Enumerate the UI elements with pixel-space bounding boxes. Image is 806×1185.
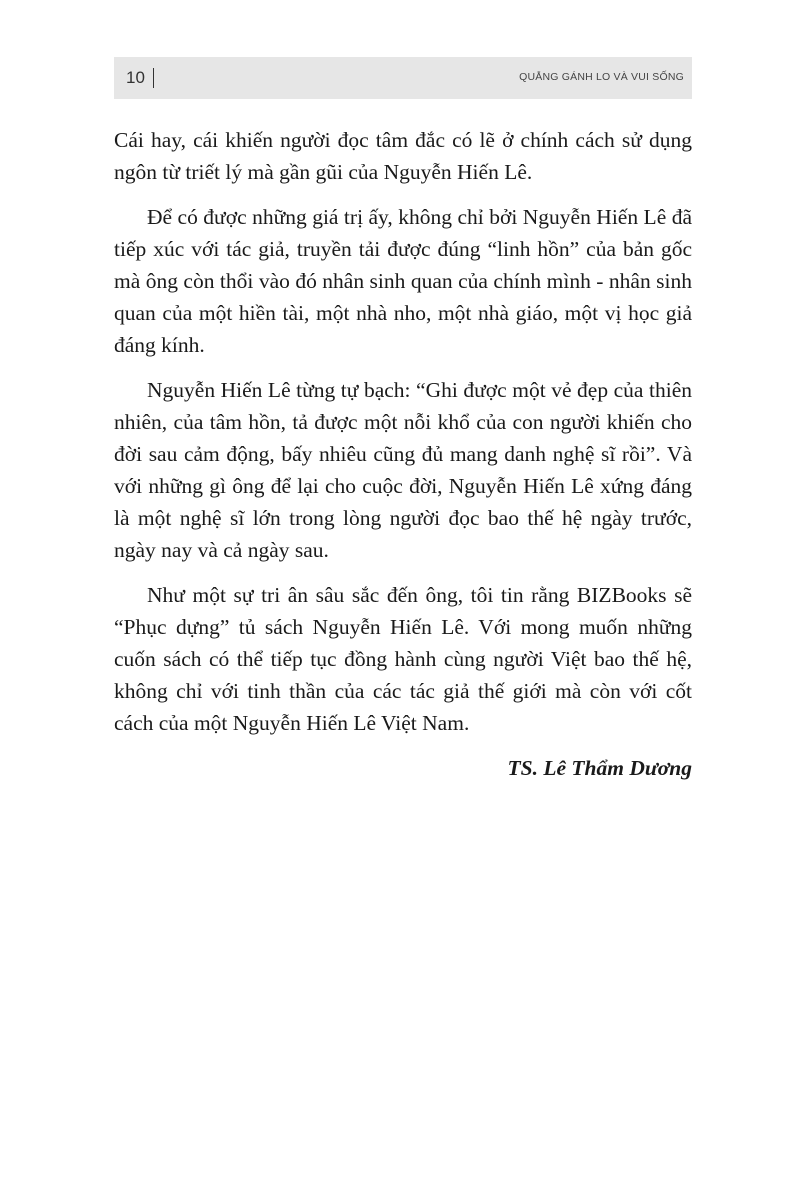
running-header [114, 57, 692, 99]
author-signature: TS. Lê Thẩm Dương [507, 756, 692, 780]
paragraph-3: Nguyễn Hiến Lê từng tự bạch: “Ghi được một vẻ đẹp của thiên nhiên, của tâm hồn, tả được một nỗi khổ của con người khiến cho đời sau cảm động, bấy nhiêu cũng đủ mang danh nghệ sĩ rồi”. Và với những gì ông để lại cho cuộc đời, Nguyễn Hiến Lê xứng đáng là một nghệ sĩ lớn trong lòng người đọc bao thế hệ ngày trước, ngày nay và cả ngày sau. [114, 378, 692, 562]
paragraph-4: Như một sự tri ân sâu sắc đến ông, tôi tin rằng BIZBooks sẽ “Phục dựng” tủ sách Nguyễn Hiến Lê. Với mong muốn những cuốn sách có thể tiếp tục đồng hành cùng người Việt bao thế hệ, không chỉ với tinh thần của các tác giả thế giới mà còn với cốt cách của một Nguyễn Hiến Lê Việt Nam. [114, 583, 692, 735]
page-body [114, 124, 692, 784]
header-divider [153, 68, 154, 88]
page-number: 10 [126, 68, 145, 87]
paragraph-2: Để có được những giá trị ấy, không chỉ bởi Nguyễn Hiến Lê đã tiếp xúc với tác giả, truyền tải được đúng “linh hồn” của bản gốc mà ông còn thổi vào đó nhân sinh quan của chính mình - nhân sinh quan của một hiền tài, một nhà nho, một nhà giáo, một vị học giả đáng kính. [114, 205, 692, 357]
running-title: QUẲNG GÁNH LO VÀ VUI SỐNG [519, 71, 684, 83]
paragraph-1: Cái hay, cái khiến người đọc tâm đắc có lẽ ở chính cách sử dụng ngôn từ triết lý mà gần gũi của Nguyễn Hiến Lê. [114, 128, 692, 184]
